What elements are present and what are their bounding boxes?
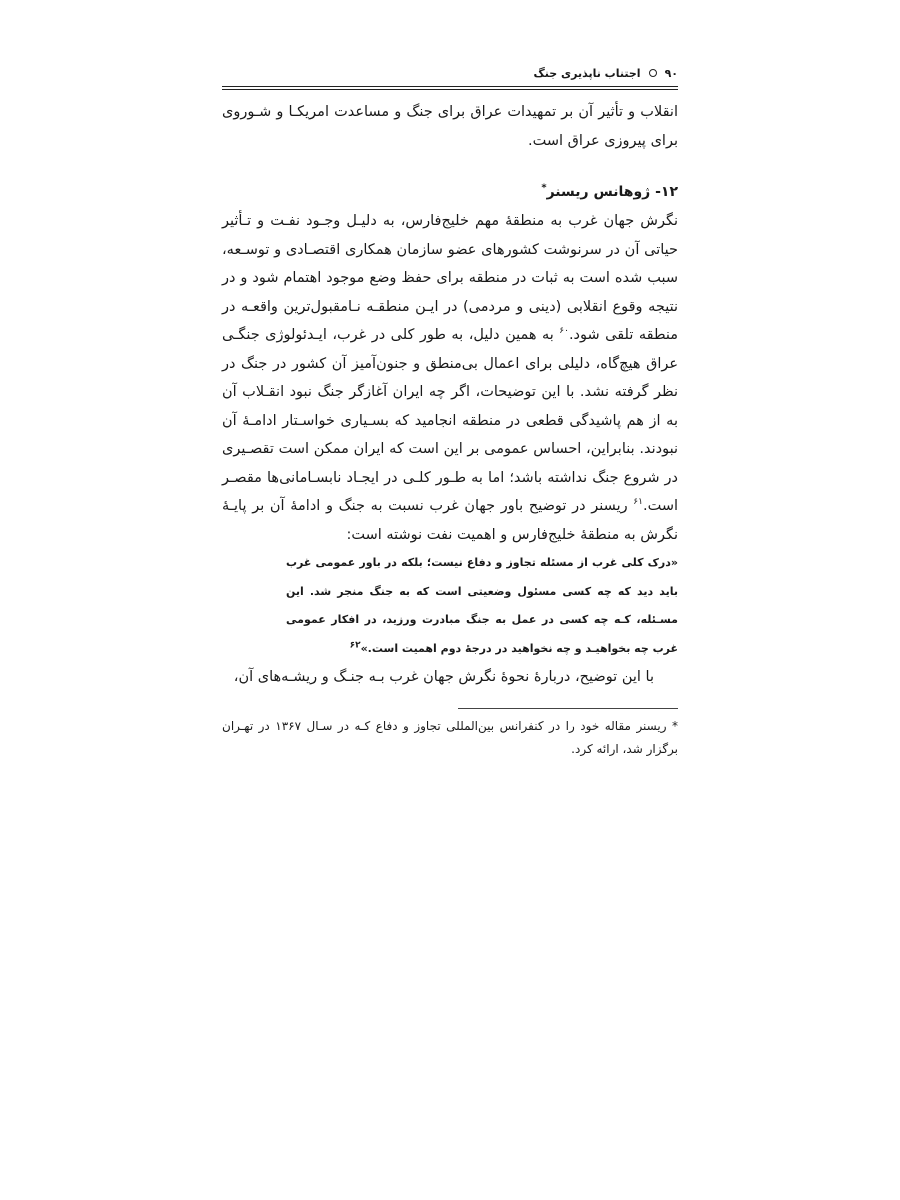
footnote-ref-60: ۶۰ (559, 326, 569, 337)
body-paragraph-part-1: نگرش جهان غرب به منطقهٔ مهم خلیج‌فارس، به دلیـل وجـود نفـت و تـأثیر حیاتی آن در سرنوشت کشورهای عضو سازمان همکاری اقتصـادی و توسـعه، سبب شده است به ثبات در منطقه برای حفظ وضع موجود اهتمام شود و در نتیجه وقوع انقلابی (دینی و مردمی) در ایـن منطقـه نـامقبول‌ترین واقعـه در منطقه تلقی شود. (222, 213, 679, 343)
body-paragraph-part-3: ریسنر در توضیح باور جهان غرب نسبت به جنگ و ادامهٔ آن بر پایـهٔ نگرش به منطقهٔ خلیج‌فارس و اهمیت نفت نوشته است: (222, 498, 678, 543)
quote-text: «درک کلی غرب از مسئله تجاوز و دفاع نیست؛ بلکه در باور عمومی غرب باید دید که چه کسی مسئول وضعیتی است که به جنگ منجر شد. این مسـئله، کـه چه کسی در عمل به جنگ مبادرت ورزید، در افکار عمومی غرب چه بخواهیـد و چه نخواهید در درجهٔ دوم اهمیت است.» (286, 556, 678, 655)
heading-footnote-mark: * (541, 182, 547, 194)
footnote-ref-62: ۶۲ (349, 639, 361, 650)
closing-paragraph: با این توضیح، دربارهٔ نحوهٔ نگرش جهان غرب بـه جنـگ و ریشـه‌های آن، (233, 669, 654, 685)
book-page (222, 62, 678, 773)
section-heading-text: ۱۲- ژوهانس ریسنر (546, 184, 678, 200)
block-quote (222, 549, 678, 663)
body-paragraph (222, 207, 678, 549)
running-title: اجتناب ناپذیری جنگ (533, 66, 641, 80)
header-rule (222, 86, 678, 90)
body-paragraph-part-2: به همین دلیل، به طور کلی در غرب، ایـدئولوژی جنگـی عراق هیچ‌گاه، دلیلی برای اعمال بی‌منطق و جنون‌آمیز آن کشور در جنگ در نظر گرفته نشد. با این توضیحات، اگر چه ایران آغازگر جنگ نبود انقـلاب آن به از هم پاشیدگی قطعی در منطقه انجامید که بسـیاری خواسـتار ادامـهٔ آن نبودند. بنابراین، احساس عمومی بر این است که ایران ممکن است تقصـیری در شروع جنگ نداشته باشد؛ اما به طـور کلـی در ایجـاد نابسـامانی‌ها مقصـر است. (222, 327, 678, 514)
footnote-text: * ریسنر مقاله خود را در کنفرانس بین‌المللی تجاوز و دفاع کـه در سـال ۱۳۶۷ در تهـران برگزار شد، ارائه کرد. (222, 718, 678, 756)
footnote-rule (458, 708, 678, 709)
page-number: ۹۰ (664, 66, 678, 80)
section-heading (222, 177, 678, 207)
running-head (222, 62, 678, 84)
separator-circle-icon (649, 69, 657, 77)
footnote-ref-61: ۶۱ (633, 497, 643, 508)
intro-paragraph: انقلاب و تأثیر آن بر تمهیدات عراق برای جنگ و مساعدت امریکـا و شـوروی برای پیروزی عراق است. (222, 104, 678, 149)
